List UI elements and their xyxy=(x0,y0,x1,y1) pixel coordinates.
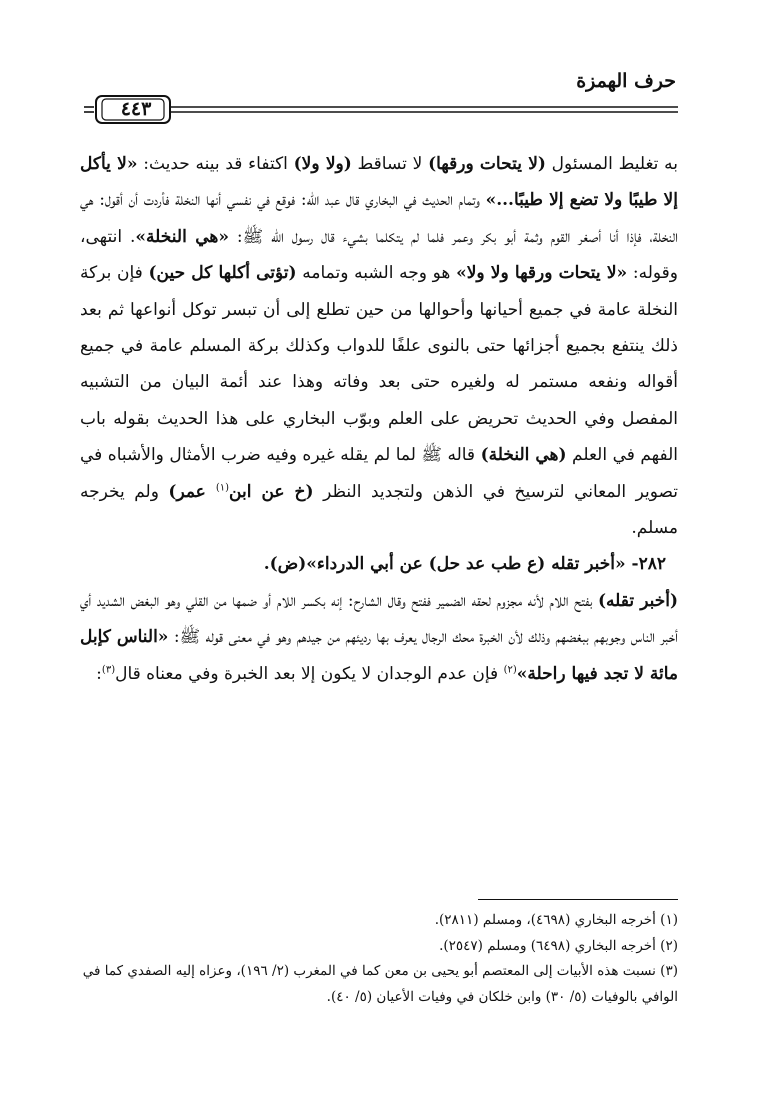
header-ornament-rule xyxy=(82,94,678,126)
footnotes xyxy=(80,908,678,1010)
footnote-ref-1[interactable]: (١) xyxy=(215,482,230,493)
page-number: ٤٤٣ xyxy=(120,98,152,120)
footnote-ref-2[interactable]: (٢) xyxy=(503,664,517,676)
paragraph-2: (أخبر تقله) بفتح اللام لأنه مجزوم لحقه الضمير ففتح وقال الشارح: إنه بكسر اللام أو ضمها من القلي وهو البغض الشديد أي أخبر الناس وجوبهم ببغضهم وذلك لأن الخبرة محك الرجال يعرف بها رديئهم من جيدهم وهو في معنى قوله ﷺ: «الناس كإبل مائة لا تجد فيها راحلة»$^{(٢)}$ فإن عدم الوجدان لا يكون إلا بعد الخبرة وفي معناه قال$^{(٣)}$: xyxy=(80,590,678,684)
footnote-3: (٣) نسبت هذه الأبيات إلى المعتصم أبو يحيى بن معن كما في المغرب (٢/ ١٩٦)، وعزاه إليه الصفدي كما في الوافي بالوفيات (٥/ ٣٠) وابن خلكان في وفيات الأعيان (٥/ ٤٠). xyxy=(82,963,678,1005)
paragraph-1: به تغليط المسئول (لا يتحات ورقها) لا تساقط (ولا ولا) اكتفاء قد بينه حديث: «لا يأكل إلا طيبًا ولا تضع إلا طيبًا...» وتمام الحديث في البخاري قال عبد الله: فوقع في نفسي أنها النخلة فأردت أن أقول: هي النخلة، فإذا أنا أصغر القوم وثمة أبو بكر وعمر فلما لم يتكلما بشيء قال رسول الله ﷺ: «هي النخلة». انتهى، وقوله: «لا يتحات ورقها ولا ولا» هو وجه الشبه وتمامه (تؤتى أكلها كل حين) فإن بركة النخلة عامة في جميع أحيانها وأحوالها من حين تطلع إلى أن تبسر توكل أنواعها ثم بعد ذلك ينتفع بجميع أجزائها حتى بالنوى علفًا للدواب وكذلك بركة المسلم عامة في جميع أقواله ونفعه مستمر له ولغيره حتى بعد وفاته وهذا عند أئمة البيان من التشبيه المفصل وفي الحديث تحريض على العلم وبوّب البخاري على هذا الحديث بقوله باب الفهم في العلم (هي النخلة) قاله ﷺ لما لم يقله غيره وفيه ضرب الأمثال والأشباه في تصوير المعاني لترسيخ في الذهن ولتجديد النظر (خ عن ابن$^{(١)}$ عمر) ولم يخرجه مسلم. xyxy=(80,154,679,539)
footnote-1: (١) أخرجه البخاري (٤٦٩٨)، ومسلم (٢٨١١). xyxy=(434,912,678,928)
footnote-ref-3[interactable]: (٣) xyxy=(101,664,116,676)
main-text xyxy=(80,146,678,692)
hadith-heading: ٢٨٢- «أخبر تقله (ع طب عد حل) عن أبي الدرداء»(ض). xyxy=(263,554,666,575)
footnote-divider xyxy=(478,899,678,900)
footnote-2: (٢) أخرجه البخاري (٦٤٩٨) ومسلم (٢٥٤٧). xyxy=(439,937,678,954)
chapter-header: حرف الهمزة xyxy=(576,70,676,92)
